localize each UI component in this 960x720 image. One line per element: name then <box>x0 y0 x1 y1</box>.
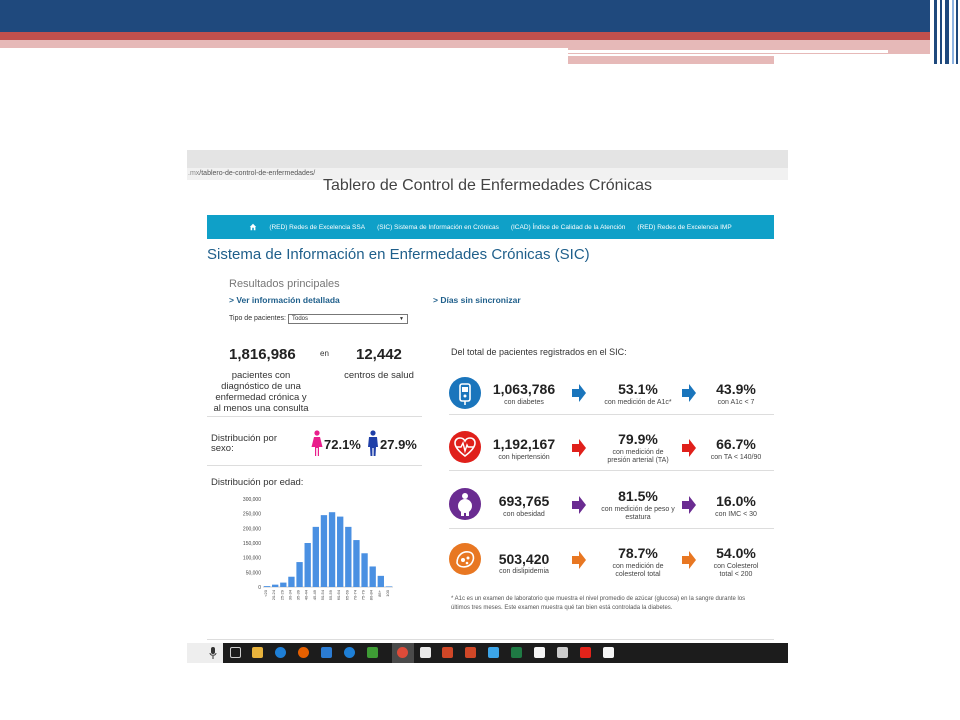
female-percentage: 72.1% <box>324 437 361 452</box>
powerpoint-icon[interactable] <box>442 647 453 658</box>
slide-accent-band-short <box>568 56 774 64</box>
chol-control-label-line: con Colesterol <box>713 563 759 570</box>
a1c-control-pct: 43.9% <box>716 381 756 397</box>
chol-control-label-line: total < 200 <box>719 571 753 578</box>
age-bar <box>337 517 343 587</box>
slide-side-line <box>952 0 954 64</box>
dashboard-screenshot <box>187 150 788 663</box>
centers-count: 12,442 <box>356 346 402 363</box>
chol-control-label <box>691 563 781 579</box>
slide-side-line <box>940 0 942 64</box>
slide-side-line <box>945 0 949 64</box>
bp-measure-label-line: presión arterial (TA) <box>607 457 669 464</box>
age-bar <box>305 543 311 587</box>
x-tick-label: 80-84 <box>368 590 374 601</box>
home-icon[interactable] <box>249 223 257 231</box>
app-icon[interactable] <box>465 647 476 658</box>
bp-control-pct: 66.7% <box>716 436 756 452</box>
age-bar <box>345 527 351 587</box>
patients-desc-line: enfermedad crónica y <box>215 392 307 403</box>
age-bar <box>386 586 392 587</box>
x-tick-label: 40-44 <box>303 590 309 601</box>
slide-accent-band <box>0 32 930 40</box>
age-bar <box>272 585 278 587</box>
taskbar-search[interactable] <box>187 643 223 663</box>
age-bar <box>370 566 376 587</box>
bp-measure-label <box>593 449 683 465</box>
patient-type-select[interactable] <box>288 314 408 324</box>
arrow-right-icon <box>572 496 586 514</box>
url-domain: .mx <box>188 170 200 177</box>
age-bar <box>361 553 367 587</box>
chol-measure-label-line: colesterol total <box>615 571 661 578</box>
sex-label-line: Distribución por <box>211 433 277 444</box>
en-text: en <box>320 349 329 358</box>
bp-measure-label-line: con medición de <box>612 449 664 456</box>
x-tick-label: 75-79 <box>360 590 366 601</box>
a1c-measure-pct: 53.1% <box>618 381 658 397</box>
hypertension-label: con hipertensión <box>498 454 550 461</box>
x-tick-label: 65-69 <box>344 590 350 601</box>
document-icon[interactable] <box>534 647 545 658</box>
x-tick-label: 25-29 <box>279 590 285 601</box>
x-tick-label: 85+ <box>376 590 382 597</box>
outlook-icon[interactable] <box>488 647 499 658</box>
weight-measure-label <box>593 506 683 522</box>
diabetes-count: 1,063,786 <box>492 381 556 397</box>
chol-control-pct: 54.0% <box>716 545 756 561</box>
age-bar <box>378 576 384 587</box>
results-title: Resultados principales <box>229 278 340 290</box>
section-title: Sistema de Información en Enfermedades Crónicas (SIC) <box>207 246 590 263</box>
age-distribution-chart <box>227 493 397 613</box>
windows-taskbar <box>187 643 788 663</box>
patients-description <box>211 370 311 414</box>
chrome-icon[interactable] <box>397 647 408 658</box>
footnote <box>451 595 776 613</box>
x-tick-label: 50-54 <box>319 590 325 601</box>
x-tick-label: 35-39 <box>295 590 301 601</box>
bmi-control-pct: 16.0% <box>716 493 756 509</box>
bp-measure-pct: 79.9% <box>618 431 658 447</box>
top-nav <box>207 215 774 239</box>
firefox-icon[interactable] <box>298 647 309 658</box>
y-tick-label: 50,000 <box>245 570 261 577</box>
divider <box>449 470 774 471</box>
x-tick-label: <20 <box>263 590 269 597</box>
chevron-down-icon: ▼ <box>399 316 404 322</box>
patients-desc-line: diagnóstico de una <box>221 381 301 392</box>
nav-item-sic[interactable]: (SIC) Sistema de Información en Crónicas <box>377 223 499 231</box>
divider <box>449 528 774 529</box>
age-bar <box>296 562 302 587</box>
age-bar <box>280 583 286 587</box>
obesity-count: 693,765 <box>498 493 550 509</box>
heart-icon <box>449 431 481 463</box>
acrobat-icon[interactable] <box>580 647 591 658</box>
ie-icon[interactable] <box>344 647 355 658</box>
store-icon[interactable] <box>420 647 431 658</box>
nav-item-red-ssa[interactable]: (RED) Redes de Excelencia SSA <box>269 223 366 231</box>
arrow-right-icon <box>572 439 586 457</box>
divider <box>449 414 774 415</box>
age-bar <box>264 586 270 587</box>
slide-side-line <box>934 0 937 64</box>
a1c-control-label: con A1c < 7 <box>717 399 755 406</box>
mail-icon[interactable] <box>603 647 614 658</box>
cholesterol-icon <box>449 543 481 575</box>
obesity-icon <box>449 488 481 520</box>
slide-accent-band-light <box>0 40 930 48</box>
male-percentage: 27.9% <box>380 437 417 452</box>
patient-type-label: Tipo de pacientes: <box>229 315 286 322</box>
microphone-icon[interactable] <box>209 647 217 659</box>
divider <box>207 416 422 417</box>
weight-measure-pct: 81.5% <box>618 488 658 504</box>
slide-accent-line <box>568 50 888 53</box>
weight-measure-label-line: con medición de peso y <box>601 506 675 513</box>
y-tick-label: 200,000 <box>242 526 261 533</box>
x-tick-label: 20-24 <box>271 590 277 601</box>
x-tick-label: 45-49 <box>311 590 317 601</box>
age-bar <box>329 512 335 587</box>
page-title: Tablero de Control de Enfermedades Crónicas <box>322 177 653 194</box>
app-icon[interactable] <box>557 647 568 658</box>
x-tick-label: 100 <box>384 590 390 597</box>
obesity-label: con obesidad <box>503 511 545 518</box>
a1c-measure-label: con medición de A1c* <box>604 399 672 406</box>
word-icon[interactable] <box>321 647 332 658</box>
nav-item-icad[interactable]: (ICAD) Índice de Calidad de la Atención <box>510 223 626 231</box>
dyslipidemia-label: con dislipidemia <box>499 568 549 575</box>
nav-item-red-imp[interactable]: (RED) Redes de Excelencia IMP <box>637 223 732 231</box>
patient-type-value: Todos <box>292 316 309 322</box>
file-explorer-icon[interactable] <box>252 647 263 658</box>
detail-link[interactable]: > Ver información detallada <box>229 295 340 305</box>
slide-header-band <box>0 0 930 32</box>
edge-icon[interactable] <box>275 647 286 658</box>
total-title: Del total de pacientes registrados en el SIC: <box>451 347 627 357</box>
divider <box>207 639 774 640</box>
y-tick-label: 300,000 <box>242 497 261 503</box>
x-tick-label: 60-64 <box>336 590 342 601</box>
arrow-right-icon <box>572 551 586 569</box>
weight-measure-label-line: estatura <box>625 514 651 521</box>
sync-link[interactable]: > Días sin sincronizar <box>433 295 521 305</box>
age-bar <box>313 527 319 587</box>
age-bar <box>288 577 294 587</box>
chol-measure-label <box>593 563 683 579</box>
patients-count: 1,816,986 <box>229 346 296 363</box>
url-path: /tablero-de-control-de-enfermedades/ <box>199 170 316 177</box>
age-distribution-label: Distribución por edad: <box>211 477 304 488</box>
footnote-line: últimos tres meses. Este examen muestra qué tan bien está controlada la diabetes. <box>451 605 673 611</box>
centers-description: centros de salud <box>344 370 414 381</box>
patients-desc-line: al menos una consulta <box>213 403 309 414</box>
x-tick-label: 30-34 <box>287 590 293 601</box>
y-tick-label: 250,000 <box>242 511 261 518</box>
female-icon <box>311 430 323 457</box>
y-tick-label: 150,000 <box>242 541 261 547</box>
diabetes-icon <box>449 377 481 409</box>
bmi-control-label: con IMC < 30 <box>715 511 757 518</box>
x-tick-label: 70-74 <box>352 590 358 601</box>
age-bar <box>321 515 327 587</box>
chol-measure-pct: 78.7% <box>618 545 658 561</box>
arrow-right-icon <box>572 384 586 402</box>
y-tick-label: 100,000 <box>242 555 261 562</box>
bp-control-label: con TA < 140/90 <box>710 454 762 461</box>
patients-desc-line: pacientes con <box>231 370 291 381</box>
app-icon[interactable] <box>367 647 378 658</box>
chol-measure-label-line: con medición de <box>612 563 664 570</box>
excel-icon[interactable] <box>511 647 522 658</box>
divider <box>207 465 422 466</box>
browser-address-bar[interactable] <box>187 150 788 168</box>
dyslipidemia-count: 503,420 <box>498 551 550 567</box>
sex-label-line: sexo: <box>211 443 234 454</box>
slide-side-line <box>956 0 958 64</box>
footnote-line: * A1c es un examen de laboratorio que muestra el nivel promedio de azúcar (glucosa) en la sangre durante los <box>451 596 746 602</box>
x-tick-label: 55-59 <box>328 590 334 601</box>
y-tick-label: 0 <box>258 585 261 591</box>
male-icon <box>367 430 379 457</box>
sex-distribution-label <box>211 434 277 454</box>
age-bar <box>353 540 359 587</box>
diabetes-label: con diabetes <box>504 399 544 406</box>
task-view-icon[interactable] <box>230 647 241 658</box>
hypertension-count: 1,192,167 <box>492 436 556 452</box>
